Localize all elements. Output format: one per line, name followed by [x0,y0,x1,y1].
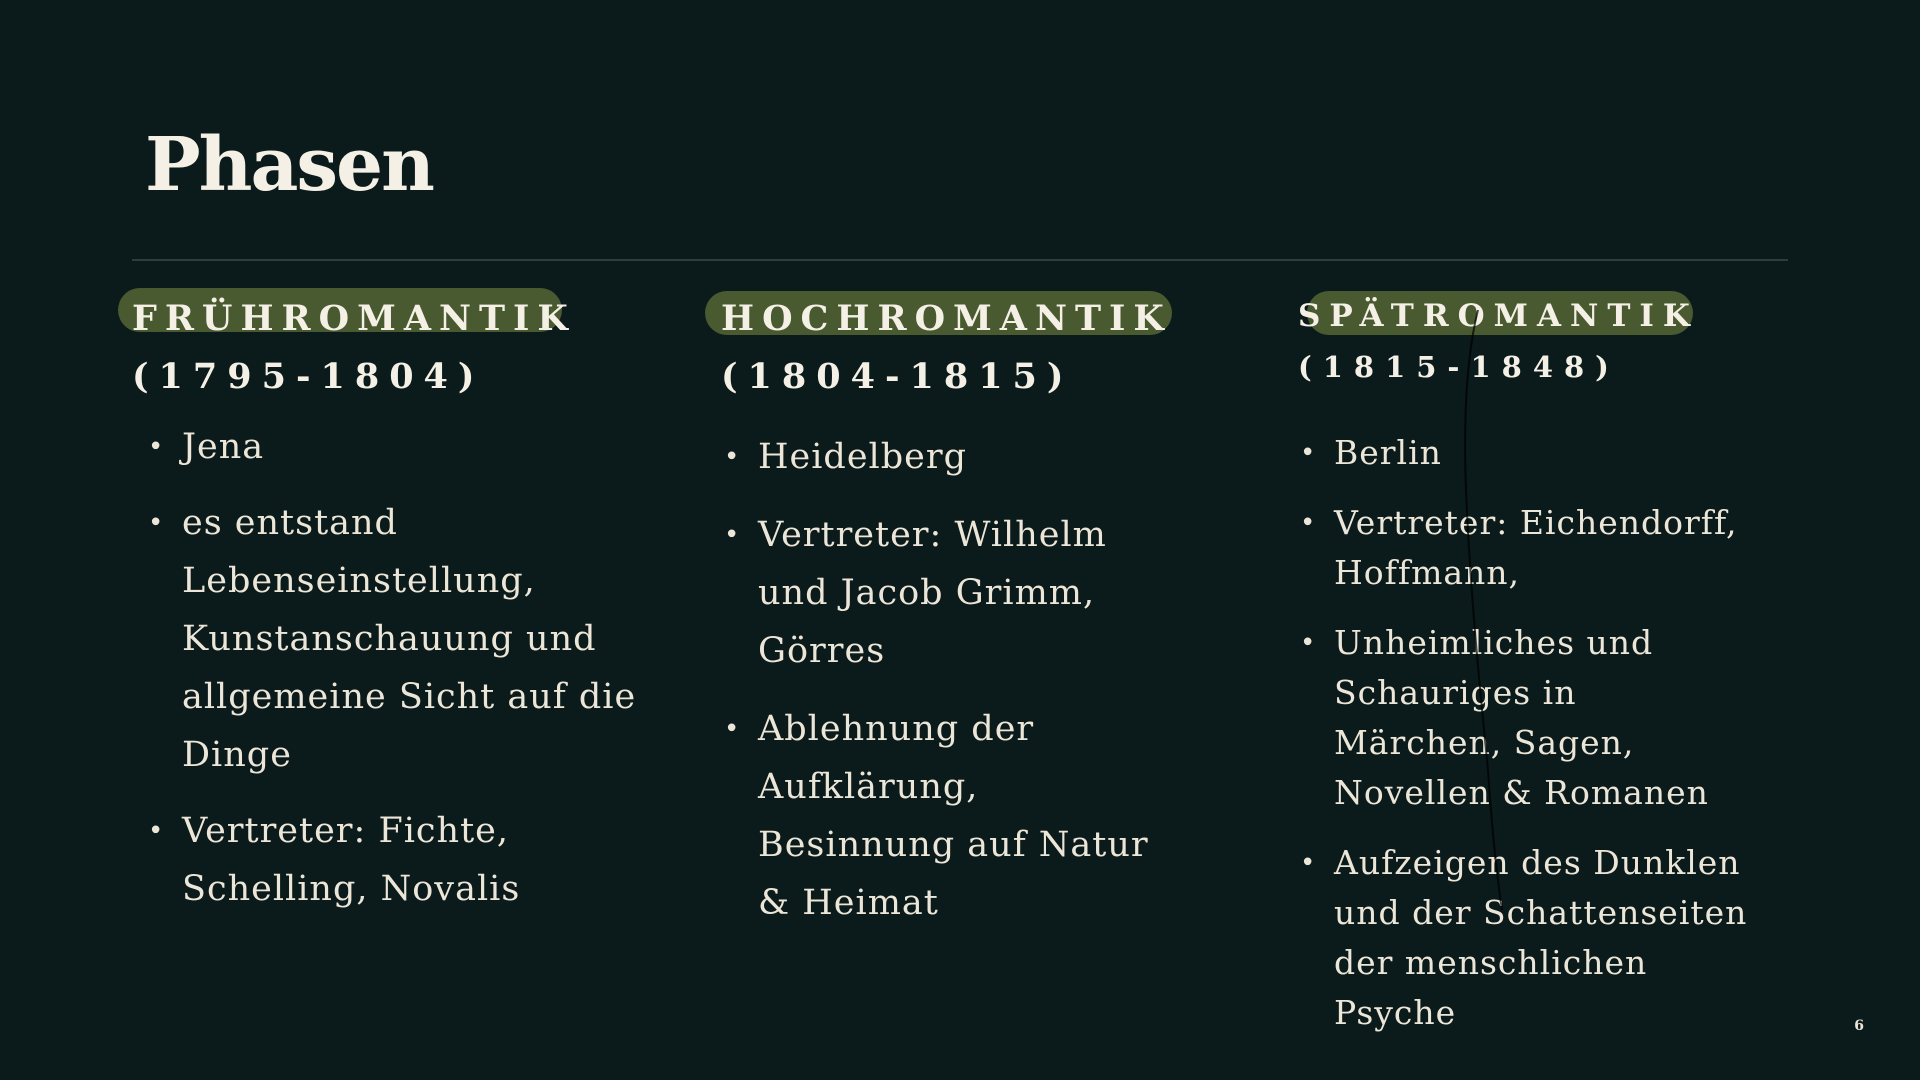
list-item: • Vertreter: Fichte, Schelling, Novalis [182,802,542,918]
bullet-icon: • [148,508,165,538]
bullet-list [724,428,1198,932]
list-item: • Vertreter: Eichendorff, Hoffmann, [1334,498,1754,598]
list-item: • Vertreter: Wilhelm und Jacob Grimm, Görres [758,506,1188,680]
bullet-icon: • [724,520,741,550]
page-number: 6 [1854,1018,1864,1034]
phase-period: (1804-1815) [721,356,1074,397]
bullet-icon: • [1300,508,1317,538]
phase-heading: HOCHROMANTIK [721,298,1172,339]
list-item: • es entstand Lebenseinstellung, Kunstanschauung und allgemeine Sicht auf die Dinge [182,494,652,784]
title-divider [132,259,1788,261]
bullet-icon: • [148,816,165,846]
phase-period: (1815-1848) [1298,350,1620,384]
list-item: • Heidelberg [758,428,1198,486]
pen-stroke-decoration [1458,310,1518,910]
list-item: • Ablehnung der Aufklärung, Besinnung auf Natur & Heimat [758,700,1178,932]
bullet-icon: • [724,442,741,472]
phase-heading: SPÄTROMANTIK [1298,298,1699,334]
bullet-icon: • [1300,848,1317,878]
slide-title: Phasen [145,122,433,208]
bullet-list [1300,428,1764,1038]
list-item: • Berlin [1334,428,1764,478]
bullet-icon: • [724,714,741,744]
bullet-icon: • [1300,628,1317,658]
phase-heading: FRÜHROMANTIK [132,298,576,339]
list-item: • Aufzeigen des Dunklen und der Schattenseiten der menschlichen Psyche [1334,838,1764,1038]
bullet-list [148,418,702,918]
bullet-icon: • [148,432,165,462]
list-item: • Jena [182,418,702,476]
phase-period: (1795-1804) [132,356,485,397]
list-item: • Unheimliches und Schauriges in Märchen, Sagen, Novellen & Romanen [1334,618,1754,818]
bullet-icon: • [1300,438,1317,468]
